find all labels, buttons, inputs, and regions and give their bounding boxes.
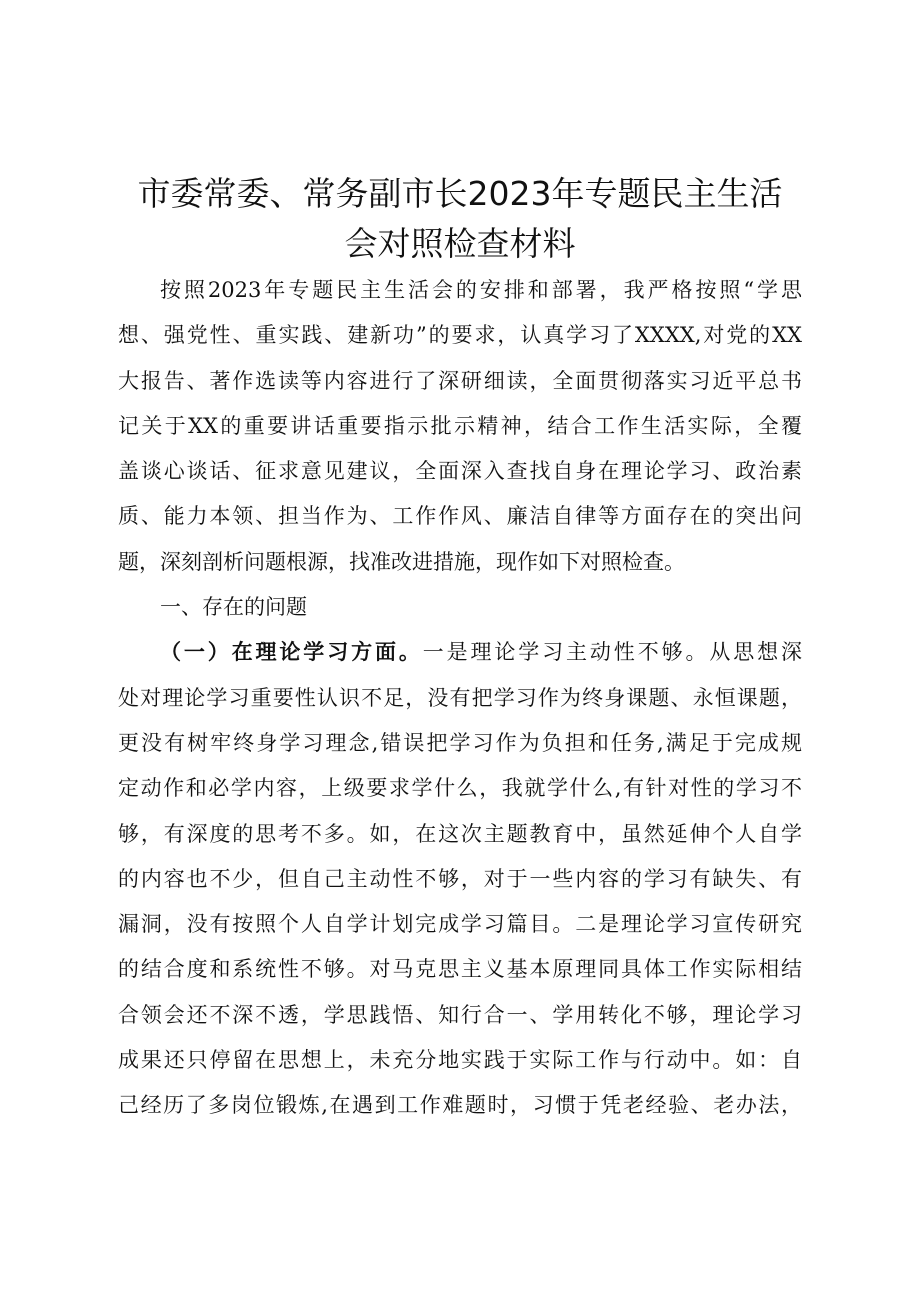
- intro-line: 盖谈心谈话、征求意见建议，全面深入查找自身在理论学习、政治素: [118, 459, 802, 484]
- subsection-line: 己经历了多岗位锻炼,在遇到工作难题时，习惯于凭老经验、老办法，: [118, 1093, 802, 1118]
- section-heading: 一、存在的问题: [160, 595, 307, 620]
- intro-line: 记关于XX的重要讲话重要指示批示精神，结合工作生活实际，全覆: [118, 413, 802, 438]
- document-title-line-2: 会对照检查材料: [344, 224, 576, 263]
- intro-line: 想、强党性、重实践、建新功”的要求，认真学习了XXXX,对党的XX: [118, 323, 802, 348]
- intro-line: 按照2023年专题民主生活会的安排和部署，我严格按照“学思: [160, 278, 802, 302]
- subsection-line: 更没有树牢终身学习理念,错误把学习作为负担和任务,满足于完成规: [118, 730, 802, 755]
- subsection-line: 够，有深度的思考不多。如，在这次主题教育中，虽然延伸个人自学: [118, 821, 802, 846]
- subsection-line: 的内容也不少，但自己主动性不够，对于一些内容的学习有缺失、有: [118, 866, 802, 891]
- subsection-label: （一）在理论学习方面。: [160, 640, 423, 665]
- subsection-line: 定动作和必学内容，上级要求学什么，我就学什么,有针对性的学习不: [118, 776, 802, 801]
- subsection-line: 成果还只停留在思想上，未充分地实践于实际工作与行动中。如：自: [118, 1048, 802, 1073]
- subsection-line: 的结合度和系统性不够。对马克思主义基本原理同具体工作实际相结: [118, 957, 802, 982]
- intro-line: 题，深刻剖析问题根源，找准改进措施，现作如下对照检查。: [118, 549, 685, 574]
- document-title-line-1: 市委常委、常务副市长2023年专题民主生活: [137, 174, 783, 213]
- subsection-first-line-text: 一是理论学习主动性不够。从思想深: [422, 640, 803, 665]
- subsection-line: 合领会还不深不透，学思践悟、知行合一、学用转化不够，理论学习: [118, 1002, 802, 1027]
- subsection-line: 漏洞，没有按照个人自学计划完成学习篇目。二是理论学习宣传研究: [118, 912, 802, 937]
- intro-line: 大报告、著作选读等内容进行了深研细读，全面贯彻落实习近平总书: [118, 368, 802, 393]
- subsection-first-line: [118, 630, 802, 675]
- document-body: [118, 268, 802, 1129]
- subsection-line: 处对理论学习重要性认识不足，没有把学习作为终身课题、永恒课题，: [118, 685, 802, 710]
- intro-line: 质、能力本领、担当作为、工作作风、廉洁自律等方面存在的突出问: [118, 504, 802, 529]
